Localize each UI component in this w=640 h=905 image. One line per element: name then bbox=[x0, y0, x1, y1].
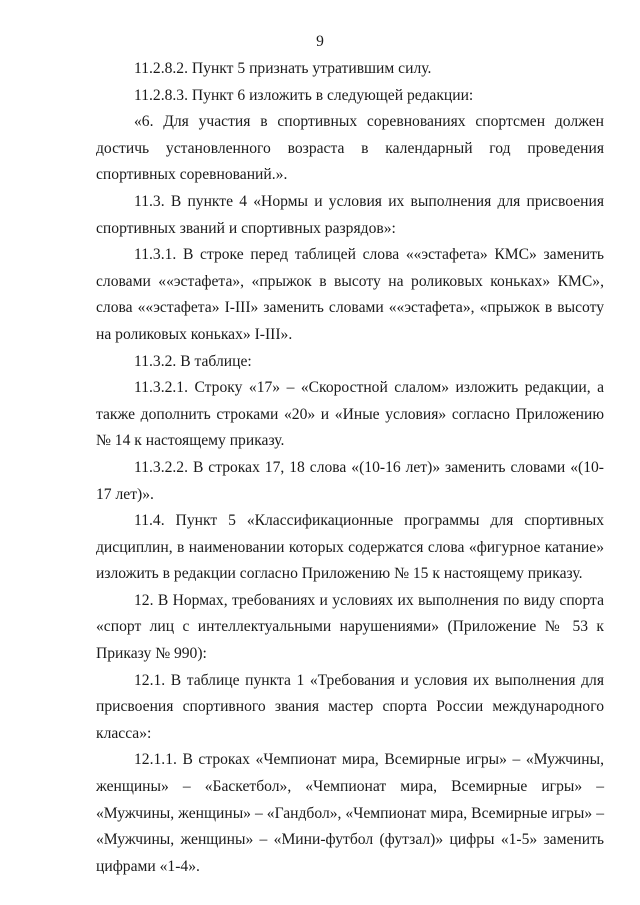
paragraph-11-4: 11.4. Пункт 5 «Классификационные программы для спортивных дисциплин, в наименовании которых содержатся слова «фигурное катание» изложить в редакции согласно Приложению № 15 к настоящему приказу. bbox=[96, 512, 604, 583]
paragraph-11-3-1: 11.3.1. В строке перед таблицей слова ««эстафета» КМС» заменить словами ««эстафета», «прыжок в высоту на роликовых коньках» КМС», слова ««эстафета» I-III» заменить словами ««эстафета», «прыжок в высоту на роликовых коньках» I-III». bbox=[96, 246, 604, 343]
paragraph-clause-6-text: «6. Для участия в спортивных соревнованиях спортсмен должен достичь установленного возраста в календарный год проведения спортивных соревнований.». bbox=[96, 113, 604, 184]
paragraph-11-3: 11.3. В пункте 4 «Нормы и условия их выполнения для присвоения спортивных званий и спортивных разрядов»: bbox=[96, 192, 604, 237]
paragraph-11-3-2-2: 11.3.2.2. В строках 17, 18 слова «(10-16 лет)» заменить словами «(10-17 лет)». bbox=[96, 458, 604, 503]
page-number: 9 bbox=[316, 33, 324, 50]
paragraph-11-2-8-3: 11.2.8.3. Пункт 6 изложить в следующей редакции: bbox=[134, 86, 474, 104]
paragraph-11-2-8-2: 11.2.8.2. Пункт 5 признать утратившим силу. bbox=[134, 60, 432, 77]
document-body bbox=[96, 56, 604, 880]
paragraph-12: 12. В Нормах, требованиях и условиях их выполнения по виду спорта «спорт лиц с интеллектуальными нарушениями» (Приложение № 53 к Приказу № 990): bbox=[96, 591, 604, 663]
paragraph-11-3-2: 11.3.2. В таблице: bbox=[134, 352, 252, 370]
paragraph-11-3-2-1: 11.3.2.1. Строку «17» – «Скоростной слалом» изложить редакции, а также дополнить строками «20» и «Иные условия» согласно Приложению № 14 к настоящему приказу. bbox=[96, 379, 604, 450]
paragraph-12-1-1: 12.1.1. В строках «Чемпионат мира, Всемирные игры» – «Мужчины, женщины» – «Баскетбол», «Чемпионат мира, Всемирные игры» – «Мужчины, женщины» – «Гандбол», «Чемпионат мира, Всемирные игры» – «Мужчины, женщины» – «Мини-футбол (футзал)» цифры «1-5» заменить цифрами «1-4». bbox=[96, 751, 604, 875]
paragraph-12-1: 12.1. В таблице пункта 1 «Требования и условия их выполнения для присвоения спортивного звания мастер спорта России международного класса»: bbox=[96, 671, 604, 742]
